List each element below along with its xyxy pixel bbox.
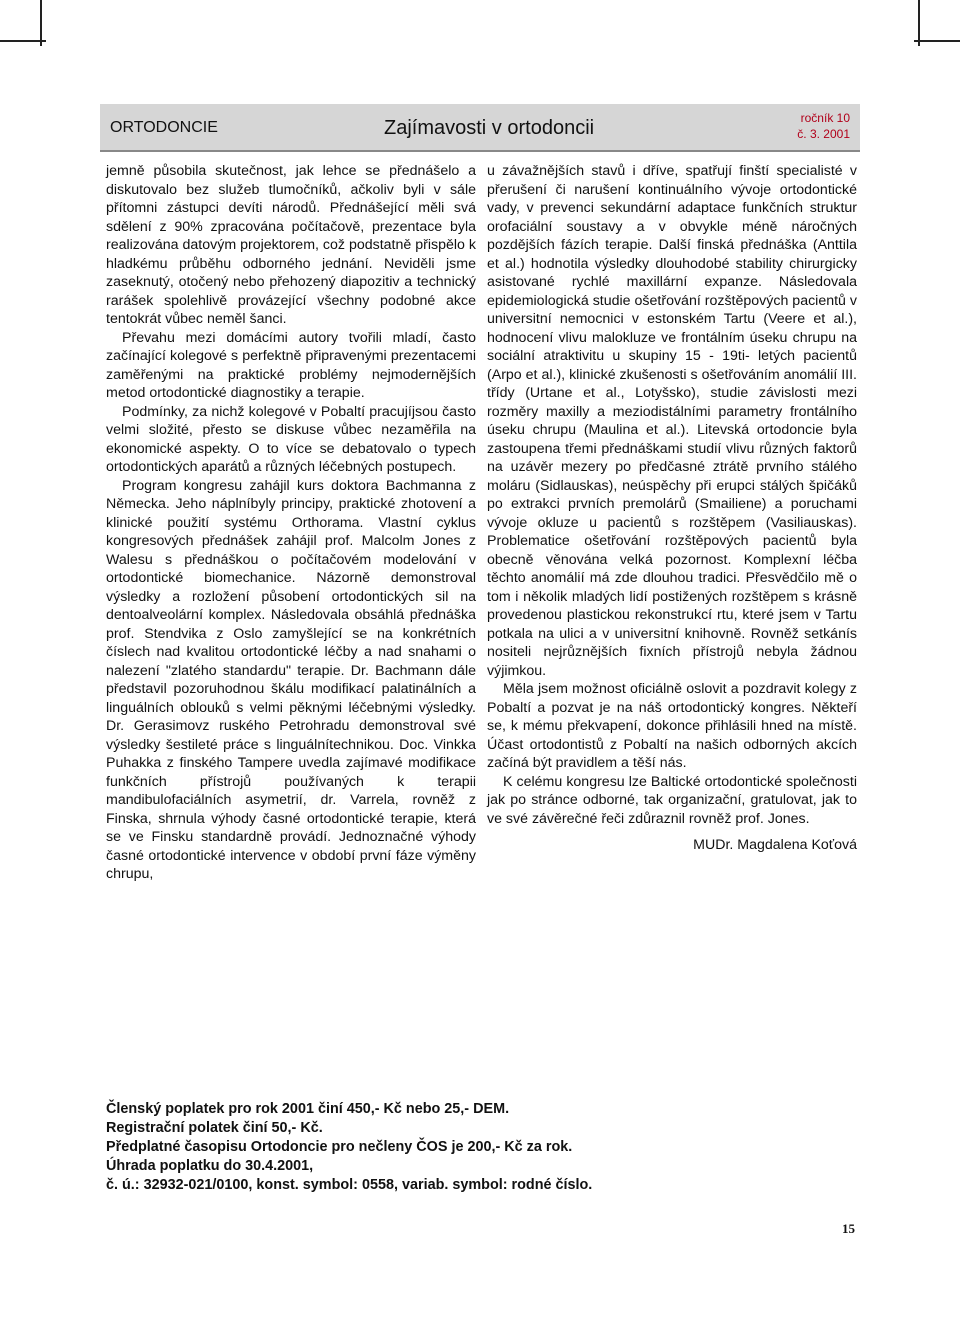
crop-mark — [0, 40, 46, 42]
paragraph: u závažnějších stavů i dříve, spatřují finští specialisté v přerušení či narušení kontinuálního vývoje ortodontické vady, v prevenci sekundární adaptace funkčních struktur orofaciální soustavy a v obvykle méně náročných pozdějších fázích terapie. Další finská přednáška (Anttila et al.) hodnotila výsledky dlouhodobé stability chirurgicky asistované rychlé maxillární expanze. Následovala epidemiologická studie ošetřování rozštěpových pacientů v universitní nemocnici v estonském Tartu (Veere et al.), hodnocení vlivu malokluze ve frontálním úseku chrupu na sociální atraktivitu u skupiny 15 - 19ti- letých pacientů (Arpo et al.), klinické zkušenosti s ošetřováním anomálií III. třídy (Urtane et al., Lotyšsko), studie závislosti mezi rozměry maxilly a meziodistálními parametry frontálního úseku chrupu (Maulina et al.). Litevská ortodoncie byla zastoupena třemi přednáškami studií vlivu různých faktorů na uzávěr mezery po předčasné ztrátě prvního stálého moláru (Sidlauskas), neúspěchy při erupci stálých špičáků po extrakci prvních premolárů (Smailiene) a poruchami vývoje okluze u pacientů s rozštěpem (Vasiliauskas). Problematice ošetřování rozštěpových pacientů byla obecně věnována velká pozornost. Komplexní léčba těchto anomálií má zde dlouhou tradici. Přesvědčilo mě o tom i několik mladých lidí postižených rozštěpem s krásně provedenou plastickou rekonstrukcí rtu, které jsem v Tartu potkala na ulici a v universitní knihovně. Rovněž setkánís nositeli nejrůznějších fixních přístrojů nebyla žádnou výjimkou. — [487, 163, 857, 679]
issue-info — [797, 110, 850, 142]
crop-mark — [914, 40, 960, 42]
page-number: 15 — [842, 1221, 855, 1236]
volume-label: ročník 10 — [800, 111, 850, 125]
issue-label: č. 3. 2001 — [797, 127, 850, 141]
paragraph: Podmínky, za nichž kolegové v Pobaltí pracujíjsou často velmi složité, přesto se diskuse vůbec nezaměřila na ekonomické aspekty. O to více se debatovalo o typech ortodontických aparátů a různých léčebných postupech. — [106, 403, 476, 475]
fee-line: Úhrada poplatku do 30.4.2001, — [106, 1158, 314, 1174]
fee-line: Členský poplatek pro rok 2001 činí 450,- Kč nebo 25,- DEM. — [106, 1101, 510, 1117]
paragraph: jemně působila skutečnost, jak lehce se přednášelo a diskutovalo bez služeb tlumočníků, ačkoliv byli v sále přítomni zástupci devíti národů. Přednášející měli svá sdělení z 90% zpracována počítačově, prezentace byla realizována datovým projektorem, což podstatně přispělo k hladkému průběhu odborného jednání. Neviděli jsme zaseknutý, otočený nebo přehozený diapozitiv a technický rarášek spolehlivě provázející všechny podobné akce tentokrát vůbec neměl šanci. — [106, 163, 476, 327]
page-header — [100, 104, 860, 152]
paragraph: K celému kongresu lze Baltické ortodontické společnosti jak po stránce odborné, tak organizační, gratulovat, jak to ve své závěrečné řeči zdůraznil rovněž prof. Jones. — [487, 773, 857, 827]
paragraph: Převahu mezi domácími autory tvořili mladí, často začínající kolegové s perfektně připravenými prezentacemi zaměřenými na praktické problémy nejmodernějších metod ortodontické diagnostiky a terapie. — [106, 329, 476, 401]
article-column-right — [487, 162, 857, 855]
paragraph: Program kongresu zahájil kurs doktora Bachmanna z Německa. Jeho náplníbyly principy, praktické zhotovení a klinické použití systému Orthorama. Vlastní cyklus kongresových přednášek zahájil prof. Malcolm Jones z Walesu s přednáškou o počítačovém modelování v ortodontické biomechanice. Názorně demonstroval výsledky a rozložení působení ortodontických sil na dentoalveolární komplex. Následovala obsáhlá přednáška prof. Stendvika z Oslo zamyšlející se na konkrétních číslech nad kvalitou ortodontické léčby a nad snahami o nalezení "zlatého standardu" terapie. Dr. Bachmann dále představil pozoruhodnou škálu modifikací palatinálních a linguálních oblouků s velmi pěknými léčebnými výsledky. Dr. Gerasimovz ruského Petrohradu demonstroval své výsledky šestileté práce s linguálnítechnikou. Doc. Vinkka Puhakka z finského Tampere uvedla zajímavé modifikace funkčních přístrojů používaných k terapii mandibulofaciálních asymetrií, dr. Varrela, rovněž z Finska, shrnula výhody časné ortodontické terapie, která se ve Finsku standardně provádí. Jednoznačné výhody časné ortodontické intervence v období první fáze výměny chrupu, — [106, 477, 476, 882]
fee-line: č. ú.: 32932-021/0100, konst. symbol: 0558, variab. symbol: rodné číslo. — [106, 1177, 593, 1193]
fee-line: Předplatné časopisu Ortodoncie pro nečleny ČOS je 200,- Kč za rok. — [106, 1139, 573, 1155]
author-signature: MUDr. Magdalena Koťová — [693, 837, 857, 853]
page-title: Zajímavosti v ortodoncii — [384, 117, 595, 139]
article-column-left — [106, 162, 476, 884]
membership-fees-notice — [106, 1100, 846, 1195]
section-title: ORTODONCIE — [110, 119, 218, 136]
fee-line: Registrační polatek činí 50,- Kč. — [106, 1120, 323, 1136]
paragraph: Měla jsem možnost oficiálně oslovit a pozdravit kolegy z Pobaltí a pozvat je na náš ortodontický kongres. Někteří se, k mému překvapení, dokonce přihlásili hned na místě. Účast ortodontistů z Pobaltí na našich odborných akcích začíná být pravidlem a těší nás. — [487, 681, 857, 771]
